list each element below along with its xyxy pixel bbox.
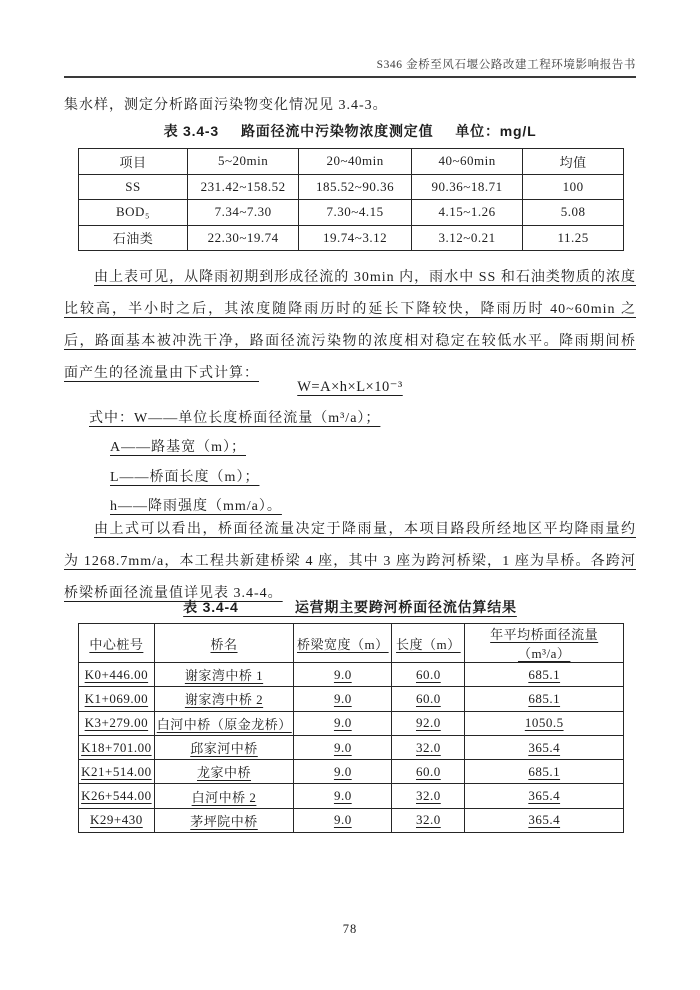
bridge-runoff-paragraph <box>64 514 636 610</box>
table-header-cell: 40~60min <box>411 149 522 175</box>
table-cell: K21+514.00 <box>79 760 155 784</box>
table-cell: K29+430 <box>79 808 155 832</box>
paragraph-line: 比较高，半小时之后，其浓度随降雨历时的延长下降较快，降雨历时 40~60min 之 <box>64 302 636 317</box>
table-cell: 石油类 <box>79 225 188 251</box>
bridge-runoff-table <box>78 623 624 833</box>
paragraph-line: 由上表可见，从降雨初期到形成径流的 30min 内，雨水中 SS 和石油类物质的浓度 <box>94 270 636 285</box>
table-row <box>79 735 624 759</box>
table-row <box>79 760 624 784</box>
table-cell: 3.12~0.21 <box>411 225 522 251</box>
table-cell: 9.0 <box>294 760 392 784</box>
table-cell: K18+701.00 <box>79 735 155 759</box>
table-cell: 9.0 <box>294 663 392 687</box>
header-rule <box>64 76 636 78</box>
table-cell: 365.4 <box>465 808 624 832</box>
table-row <box>79 784 624 808</box>
runoff-analysis-paragraph <box>64 262 636 390</box>
table-cell: K26+544.00 <box>79 784 155 808</box>
table-cell: 邱家河中桥 <box>154 735 294 759</box>
intro-text: 集水样，测定分析路面污染物变化情况见 3.4-3。 <box>64 98 388 113</box>
table-cell: 685.1 <box>465 663 624 687</box>
table-cell: 4.15~1.26 <box>411 200 522 226</box>
paragraph-line: 面产生的径流量由下式计算： <box>64 366 259 381</box>
table-row <box>79 200 624 226</box>
table-header-cell: 桥梁宽度（m） <box>294 624 392 663</box>
formula-term-l: L——桥面长度（m）； <box>110 469 260 485</box>
table-header-cell: 中心桩号 <box>79 624 155 663</box>
table-cell: 谢家湾中桥 2 <box>154 687 294 711</box>
page-number: 78 <box>342 922 358 936</box>
table-row <box>79 663 624 687</box>
table-cell: 60.0 <box>392 760 465 784</box>
table-cell: 龙家中桥 <box>154 760 294 784</box>
table-cell: 685.1 <box>465 687 624 711</box>
table-cell: 11.25 <box>523 225 624 251</box>
table-cell: 185.52~90.36 <box>299 174 412 200</box>
table1-title <box>0 121 700 141</box>
table-cell: K0+446.00 <box>79 663 155 687</box>
table-header-row <box>79 624 624 663</box>
table-cell: 365.4 <box>465 735 624 759</box>
report-header-title: S346 金桥至风石堰公路改建工程环境影响报告书 <box>376 59 636 71</box>
table-cell: K3+279.00 <box>79 711 155 735</box>
formula-term-w: 式中：W——单位长度桥面径流量（m³/a）； <box>89 411 381 426</box>
table-row <box>79 174 624 200</box>
formula-term-a: A——路基宽（m）； <box>110 440 246 456</box>
table-cell: 32.0 <box>392 735 465 759</box>
table-cell: BOD₅ <box>79 200 188 226</box>
pollutant-concentration-table <box>78 148 624 251</box>
table-header-row <box>79 149 624 175</box>
table-cell: 19.74~3.12 <box>299 225 412 251</box>
table-row <box>79 225 624 251</box>
table-header-cell: 桥名 <box>154 624 294 663</box>
table2-title-text: 表 3.4-4 运营期主要跨河桥面径流估算结果 <box>183 599 517 615</box>
table-header-cell: 5~20min <box>188 149 299 175</box>
table1-title-unit: 单位：mg/L <box>455 123 537 139</box>
table-header-cell: 均值 <box>523 149 624 175</box>
table-cell: 90.36~18.71 <box>411 174 522 200</box>
table-cell: 100 <box>523 174 624 200</box>
table-cell: 32.0 <box>392 808 465 832</box>
table-cell: 白河中桥 2 <box>154 784 294 808</box>
table-cell: 60.0 <box>392 687 465 711</box>
table-header-cell: 年平均桥面径流量（m³/a） <box>465 624 624 663</box>
paragraph-line: 后，路面基本被冲洗干净，路面径流污染物的浓度相对稳定在较低水平。降雨期间桥 <box>64 334 636 349</box>
table-cell: 茅坪院中桥 <box>154 808 294 832</box>
table-cell: 9.0 <box>294 711 392 735</box>
table-header-cell: 项目 <box>79 149 188 175</box>
table-cell: 1050.5 <box>465 711 624 735</box>
table-cell: 365.4 <box>465 784 624 808</box>
table1-title-text: 路面径流中污染物浓度测定值 <box>240 123 434 139</box>
formula-expression: W=A×h×L×10⁻³ <box>297 379 403 395</box>
table-cell: SS <box>79 174 188 200</box>
table-row <box>79 711 624 735</box>
table-cell: 谢家湾中桥 1 <box>154 663 294 687</box>
table-row <box>79 687 624 711</box>
table-cell: 9.0 <box>294 808 392 832</box>
table-cell: 9.0 <box>294 735 392 759</box>
table-cell: 7.34~7.30 <box>188 200 299 226</box>
table1-title-label: 表 3.4-3 <box>163 123 219 139</box>
paragraph-line: 为 1268.7mm/a，本工程共新建桥梁 4 座，其中 3 座为跨河桥梁，1 座为旱桥。各跨河 <box>64 554 636 569</box>
table-cell: 9.0 <box>294 687 392 711</box>
table-cell: 9.0 <box>294 784 392 808</box>
table-cell: 白河中桥（原金龙桥） <box>154 711 294 735</box>
table-cell: 92.0 <box>392 711 465 735</box>
table-cell: 231.42~158.52 <box>188 174 299 200</box>
formula-term-h: h——降雨强度（mm/a）。 <box>110 498 282 514</box>
paragraph-line: 桥梁桥面径流量值详见表 3.4-4。 <box>64 586 283 601</box>
table-cell: 5.08 <box>523 200 624 226</box>
table-cell: 60.0 <box>392 663 465 687</box>
runoff-formula <box>64 379 636 396</box>
table-cell: K1+069.00 <box>79 687 155 711</box>
table-cell: 685.1 <box>465 760 624 784</box>
table-row <box>79 808 624 832</box>
table-header-cell: 长度（m） <box>392 624 465 663</box>
table-cell: 7.30~4.15 <box>299 200 412 226</box>
paragraph-line: 由上式可以看出，桥面径流量决定于降雨量，本项目路段所经地区平均降雨量约 <box>94 522 636 537</box>
table-header-cell: 20~40min <box>299 149 412 175</box>
table2-title <box>0 597 700 617</box>
table-cell: 32.0 <box>392 784 465 808</box>
table-cell: 22.30~19.74 <box>188 225 299 251</box>
formula-definitions <box>64 404 636 521</box>
